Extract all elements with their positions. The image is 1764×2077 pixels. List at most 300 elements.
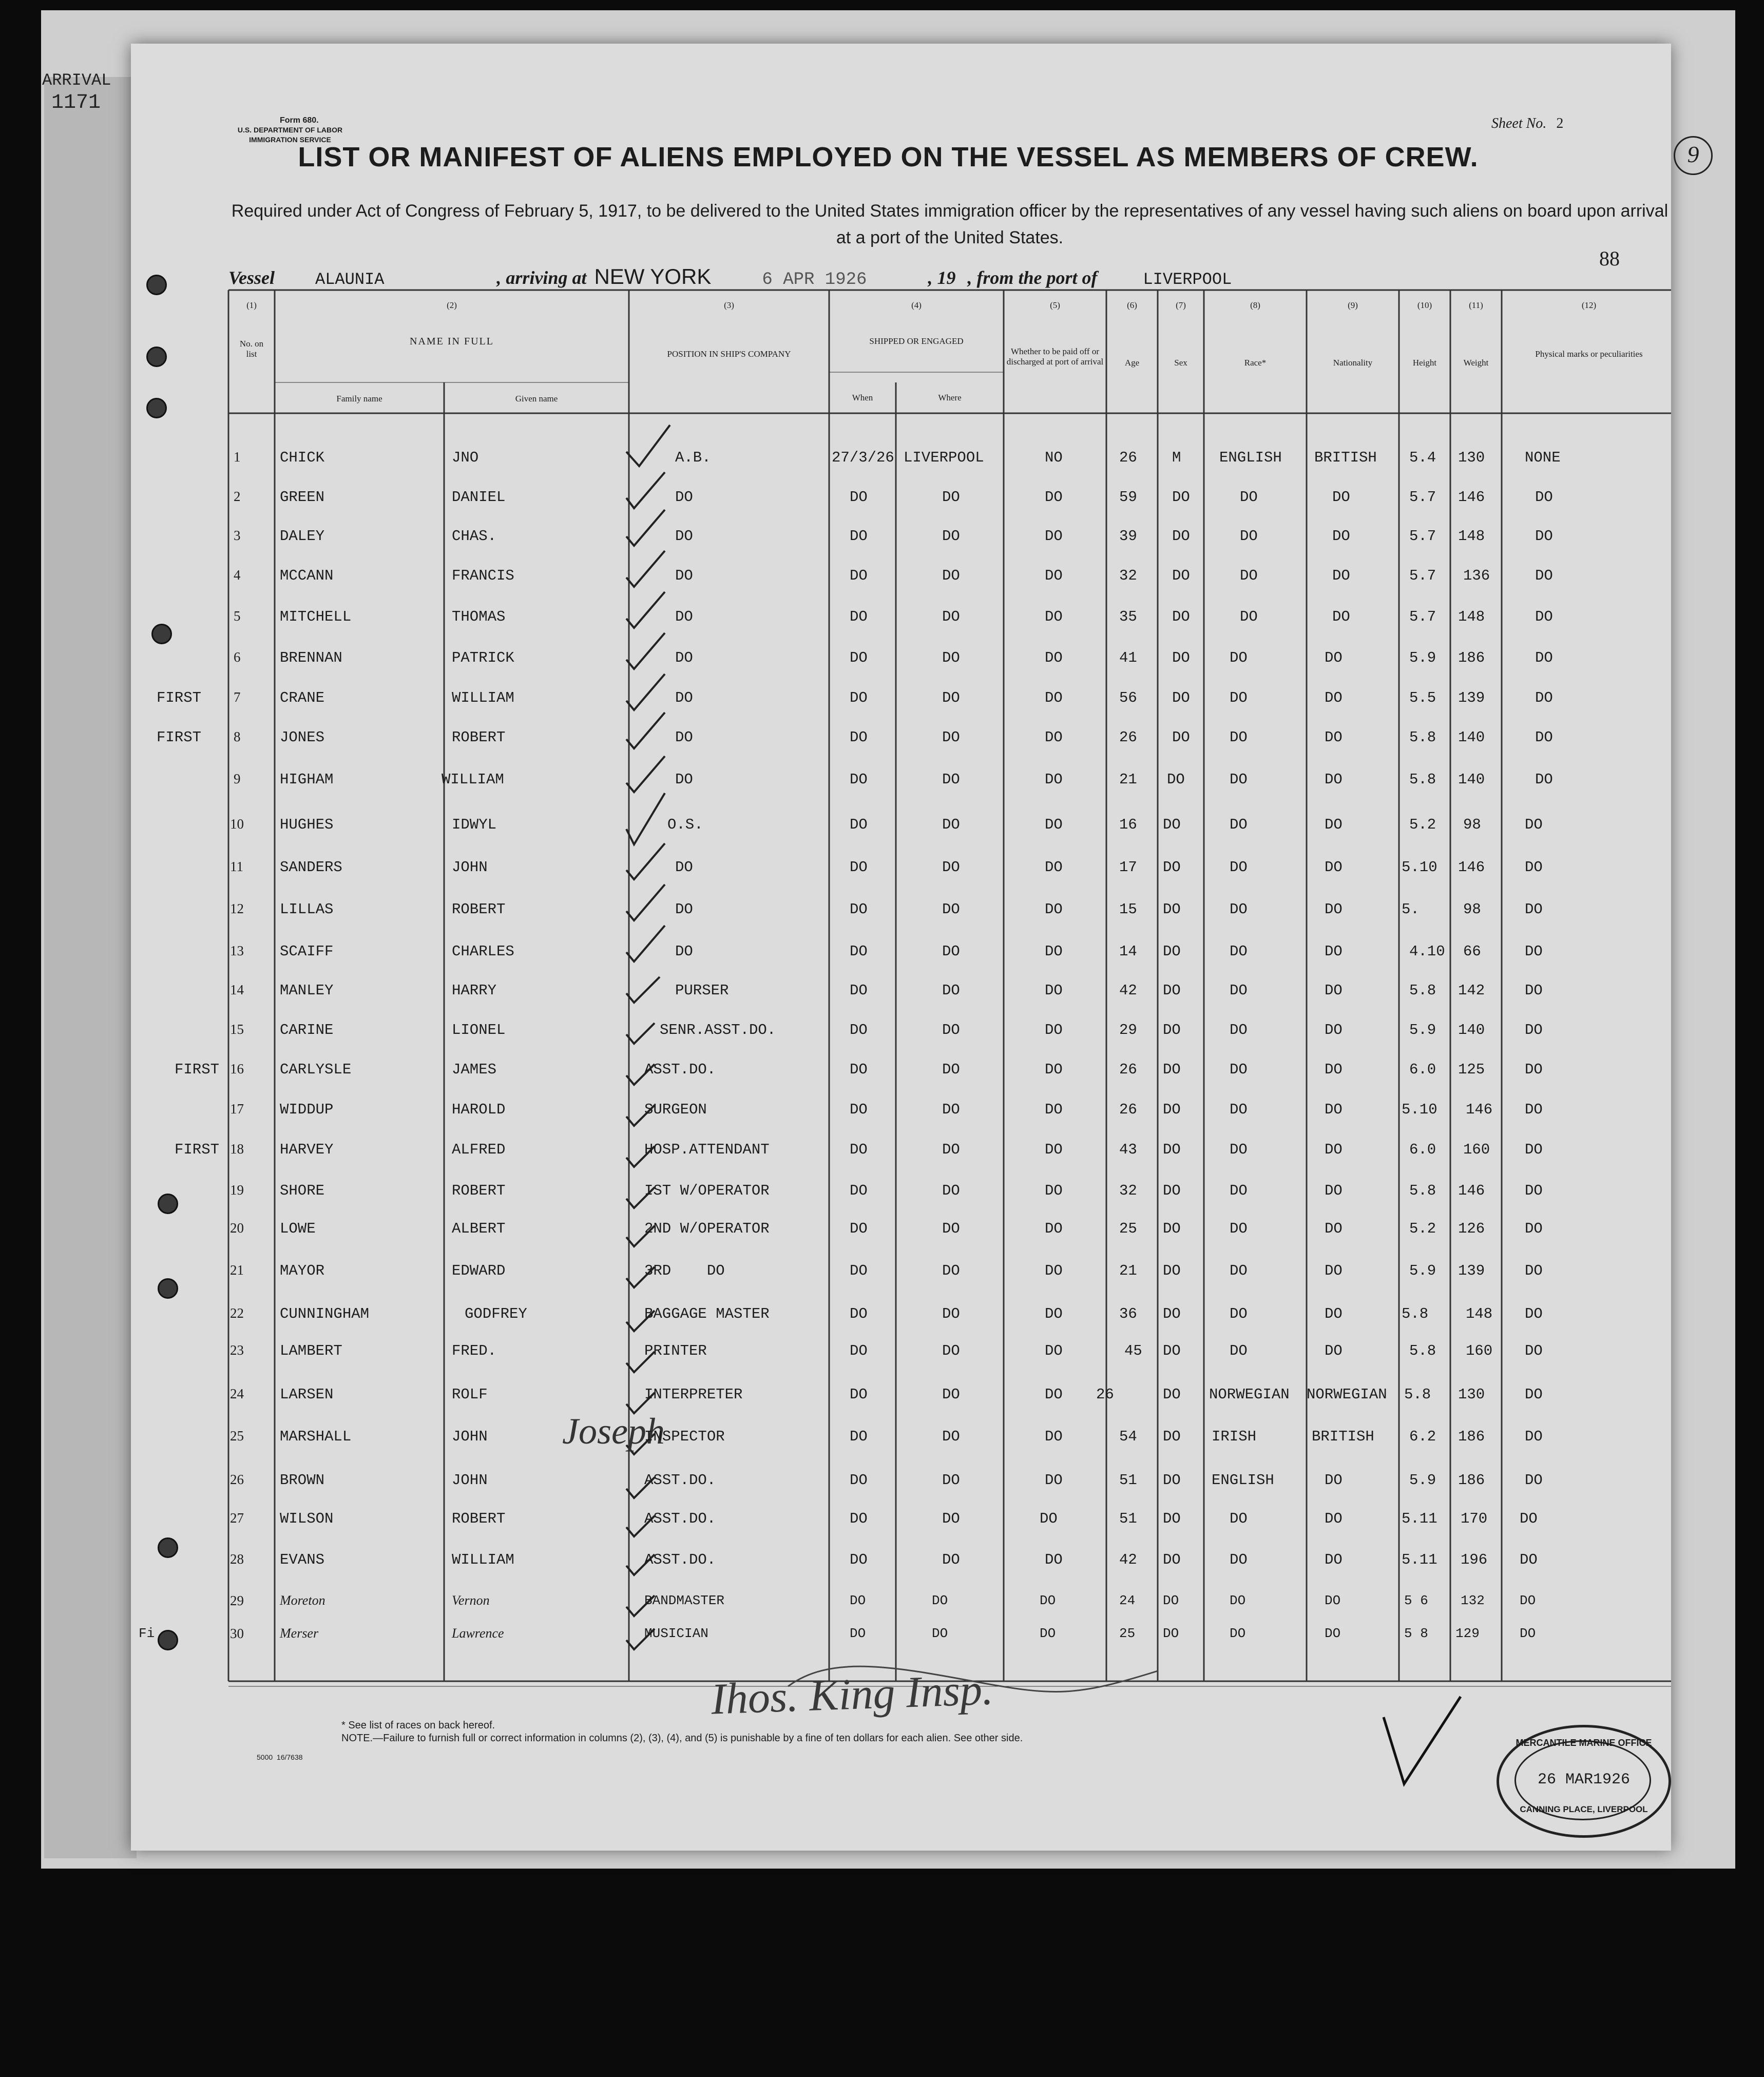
- weight: 140: [1458, 729, 1485, 746]
- race: DO: [1230, 1101, 1248, 1118]
- position: 2ND W/OPERATOR: [644, 1220, 770, 1237]
- marks: DO: [1525, 1342, 1543, 1359]
- nationality: DO: [1325, 1262, 1343, 1279]
- position: DO: [675, 729, 693, 746]
- weight: 146: [1458, 1182, 1485, 1199]
- family-name: EVANS: [280, 1551, 325, 1568]
- family-name: SHORE: [280, 1182, 325, 1199]
- shipped-where: DO: [942, 528, 960, 545]
- age: 26: [1119, 449, 1137, 466]
- height: 5.10: [1402, 1101, 1437, 1118]
- age: 42: [1119, 1551, 1137, 1568]
- race: IRISH: [1212, 1428, 1257, 1445]
- hdr-weight: Weight: [1463, 358, 1489, 368]
- table-row: [131, 449, 1671, 480]
- table-row: [131, 649, 1671, 680]
- sex: DO: [1167, 771, 1185, 788]
- nationality: BRITISH: [1312, 1428, 1374, 1445]
- weight: 148: [1458, 608, 1485, 625]
- table-row: [131, 943, 1671, 974]
- family-name: MARSHALL: [280, 1428, 352, 1445]
- height: 5.: [1402, 901, 1420, 918]
- height: 5 8: [1404, 1626, 1428, 1641]
- weight: 186: [1458, 649, 1485, 666]
- marks: DO: [1535, 608, 1553, 625]
- nationality: DO: [1325, 1551, 1343, 1568]
- hdr-sex: Sex: [1174, 358, 1187, 368]
- race: DO: [1240, 608, 1258, 625]
- hdr-num-9: (9): [1348, 300, 1358, 310]
- given-name: ROBERT: [452, 729, 506, 746]
- shipped-when: DO: [850, 1022, 868, 1038]
- nationality: DO: [1325, 1182, 1343, 1199]
- hdr-num-11: (11): [1469, 300, 1483, 310]
- given-name: FRANCIS: [452, 567, 514, 584]
- sex: DO: [1163, 982, 1181, 999]
- age: 16: [1119, 816, 1137, 833]
- paid-off: DO: [1045, 729, 1063, 746]
- hdr-height: Height: [1412, 358, 1437, 368]
- position: SURGEON: [644, 1101, 707, 1118]
- sex: DO: [1163, 859, 1181, 876]
- table-row: [131, 489, 1671, 520]
- height: 5.2: [1409, 1220, 1436, 1237]
- row-number: 13: [230, 943, 244, 958]
- row-number: 5: [234, 608, 241, 624]
- race: DO: [1230, 1593, 1246, 1608]
- row-number: 9: [234, 771, 241, 786]
- position: ASST.DO.: [644, 1551, 716, 1568]
- nationality: DO: [1325, 1022, 1343, 1038]
- weight: 170: [1461, 1510, 1488, 1527]
- race: DO: [1230, 1182, 1248, 1199]
- given-name: PATRICK: [452, 649, 514, 666]
- row-number: 30: [230, 1626, 244, 1641]
- nationality: DO: [1325, 1342, 1343, 1359]
- race: DO: [1230, 982, 1248, 999]
- row-number: 23: [230, 1342, 244, 1358]
- paid-off: DO: [1045, 1551, 1063, 1568]
- table-row: [131, 1472, 1671, 1503]
- row-number: 28: [230, 1551, 244, 1567]
- paid-off: NO: [1045, 449, 1063, 466]
- sheet-value: 2: [1556, 116, 1564, 131]
- shipped-where: DO: [942, 1141, 960, 1158]
- marks: DO: [1525, 1101, 1543, 1118]
- position: MUSICIAN: [644, 1626, 708, 1641]
- age: 36: [1119, 1305, 1137, 1322]
- given-name: WILLIAM: [442, 771, 504, 788]
- age: 32: [1119, 567, 1137, 584]
- shipped-where: DO: [942, 1428, 960, 1445]
- row-number: 3: [234, 528, 241, 543]
- weight: 148: [1458, 528, 1485, 545]
- given-name: ALFRED: [452, 1141, 506, 1158]
- given-name: JOHN: [452, 1428, 488, 1445]
- age: 51: [1119, 1510, 1137, 1527]
- hdr-race: Race*: [1244, 358, 1267, 368]
- age: 51: [1119, 1472, 1137, 1489]
- sex: DO: [1163, 1141, 1181, 1158]
- height: 5.8: [1404, 1386, 1431, 1403]
- sex: DO: [1163, 1626, 1179, 1641]
- row-number: 21: [230, 1262, 244, 1278]
- print-code: 5000 16/7638: [257, 1753, 303, 1761]
- department: U.S. DEPARTMENT OF LABOR: [237, 126, 343, 134]
- hdr-num-3: (3): [724, 300, 734, 310]
- given-name: HAROLD: [452, 1101, 506, 1118]
- shipped-where: DO: [942, 608, 960, 625]
- family-name: MAYOR: [280, 1262, 325, 1279]
- shipped-when: DO: [850, 816, 868, 833]
- shipped-when: DO: [850, 608, 868, 625]
- height: 5.9: [1409, 649, 1436, 666]
- mercantile-marine-office-stamp: [1497, 1725, 1671, 1838]
- height: 5.7: [1409, 489, 1436, 506]
- shipped-where: LIVERPOOL: [904, 449, 984, 466]
- nationality: DO: [1325, 1061, 1343, 1078]
- paid-off: DO: [1045, 982, 1063, 999]
- races-footnote: * See list of races on back hereof.: [341, 1720, 495, 1731]
- row-number: 24: [230, 1386, 244, 1401]
- table-row: [131, 528, 1671, 559]
- marks: DO: [1525, 1022, 1543, 1038]
- weight: 129: [1455, 1626, 1480, 1641]
- manifest-sheet: [131, 44, 1699, 1851]
- shipped-where: DO: [942, 1262, 960, 1279]
- marks: DO: [1520, 1510, 1538, 1527]
- shipped-when: DO: [850, 729, 868, 746]
- nationality: DO: [1325, 771, 1343, 788]
- family-name: CRANE: [280, 689, 325, 706]
- shipped-where: DO: [942, 1342, 960, 1359]
- shipped-where: DO: [942, 649, 960, 666]
- sex: DO: [1163, 1510, 1181, 1527]
- given-name: ROBERT: [452, 1182, 506, 1199]
- paid-off: DO: [1045, 567, 1063, 584]
- table-row: [131, 982, 1671, 1013]
- shipped-when: DO: [850, 1101, 868, 1118]
- race: DO: [1230, 1022, 1248, 1038]
- family-name: SCAIFF: [280, 943, 334, 960]
- position: BANDMASTER: [644, 1593, 725, 1608]
- from-port-label: , from the port of: [967, 267, 1098, 288]
- hdr-family-name: Family name: [336, 394, 382, 403]
- sex: DO: [1163, 1182, 1181, 1199]
- age: 42: [1119, 982, 1137, 999]
- form-number: Form 680.: [280, 116, 319, 125]
- row-number: 29: [230, 1593, 244, 1608]
- position: ASST.DO.: [644, 1472, 716, 1489]
- given-name: JOHN: [452, 859, 488, 876]
- marks: DO: [1525, 1472, 1543, 1489]
- row-number: 1: [234, 449, 241, 465]
- paid-off: DO: [1045, 1305, 1063, 1322]
- position: 3RD DO: [644, 1262, 725, 1279]
- race: DO: [1230, 771, 1248, 788]
- paid-off: DO: [1040, 1626, 1056, 1641]
- position: DO: [675, 567, 693, 584]
- shipped-where: DO: [942, 1101, 960, 1118]
- family-name: HARVEY: [280, 1141, 334, 1158]
- paid-off: DO: [1045, 1386, 1063, 1403]
- row-number: 14: [230, 982, 244, 997]
- given-name: ROBERT: [452, 1510, 506, 1527]
- marks: DO: [1535, 649, 1553, 666]
- shipped-when: DO: [850, 1593, 866, 1608]
- marks: DO: [1525, 859, 1543, 876]
- nationality: DO: [1325, 1472, 1343, 1489]
- position: A.B.: [675, 449, 711, 466]
- shipped-where: DO: [942, 1220, 960, 1237]
- family-name: BRENNAN: [280, 649, 342, 666]
- weight: 136: [1463, 567, 1490, 584]
- race: DO: [1230, 1342, 1248, 1359]
- given-name: DANIEL: [452, 489, 506, 506]
- table-row: [131, 1593, 1671, 1624]
- weight: 160: [1466, 1342, 1493, 1359]
- height: 5.7: [1409, 608, 1436, 625]
- nationality: DO: [1325, 901, 1343, 918]
- nationality: NORWEGIAN: [1307, 1386, 1387, 1403]
- weight: 130: [1458, 449, 1485, 466]
- given-name: ROBERT: [452, 901, 506, 918]
- sex: DO: [1163, 1551, 1181, 1568]
- hdr-num-2: (2): [447, 300, 457, 310]
- marks: DO: [1525, 1428, 1543, 1445]
- shipped-when: DO: [850, 649, 868, 666]
- position: DO: [675, 943, 693, 960]
- shipped-where: DO: [942, 982, 960, 999]
- table-row: [131, 1342, 1671, 1373]
- sex: DO: [1172, 649, 1190, 666]
- sex: DO: [1172, 567, 1190, 584]
- race: DO: [1240, 528, 1258, 545]
- age: 32: [1119, 1182, 1137, 1199]
- nationality: DO: [1325, 982, 1343, 999]
- sex: M: [1172, 449, 1181, 466]
- family-name: LAMBERT: [280, 1342, 342, 1359]
- paid-off: DO: [1045, 1220, 1063, 1237]
- marks: DO: [1535, 489, 1553, 506]
- row-number: 11: [230, 859, 243, 874]
- shipped-when: DO: [850, 1386, 868, 1403]
- given-name-correction: Joseph: [562, 1411, 665, 1452]
- marks: DO: [1535, 689, 1553, 706]
- paid-off: DO: [1045, 943, 1063, 960]
- weight: 160: [1463, 1141, 1490, 1158]
- paid-off: DO: [1045, 771, 1063, 788]
- hdr-when: When: [852, 393, 873, 402]
- weight: 66: [1463, 943, 1481, 960]
- shipped-where: DO: [942, 943, 960, 960]
- hdr-num-7: (7): [1176, 300, 1186, 310]
- table-row: [131, 1386, 1671, 1417]
- shipped-where: DO: [942, 1305, 960, 1322]
- marks: DO: [1525, 1220, 1543, 1237]
- height: 5.9: [1409, 1262, 1436, 1279]
- margin-note: FIRST: [157, 689, 202, 706]
- row-number: 12: [230, 901, 244, 916]
- given-name: EDWARD: [452, 1262, 506, 1279]
- family-name: CARLYSLE: [280, 1061, 352, 1078]
- family-name: Merser: [280, 1626, 319, 1641]
- sex: DO: [1172, 489, 1190, 506]
- family-name: CUNNINGHAM: [280, 1305, 370, 1322]
- paid-off: DO: [1045, 689, 1063, 706]
- sex: DO: [1172, 528, 1190, 545]
- race: DO: [1230, 1305, 1248, 1322]
- given-name: GODFREY: [465, 1305, 527, 1322]
- table-row: [131, 1022, 1671, 1052]
- row-number: 17: [230, 1101, 244, 1117]
- hdr-shipped: SHIPPED OR ENGAGED: [869, 336, 964, 346]
- shipped-where: DO: [942, 1386, 960, 1403]
- row-number: 8: [234, 729, 241, 744]
- hdr-paid-off: Whether to be paid off or discharged at port of arrival: [1006, 347, 1104, 367]
- position: DO: [675, 608, 693, 625]
- table-row: [131, 1262, 1671, 1293]
- age: 56: [1119, 689, 1137, 706]
- hdr-age: Age: [1124, 358, 1140, 368]
- height: 5.11: [1402, 1551, 1437, 1568]
- given-name: Vernon: [452, 1593, 490, 1608]
- sex: DO: [1163, 901, 1181, 918]
- row-number: 10: [230, 816, 244, 832]
- height: 6.0: [1409, 1061, 1436, 1078]
- position: DO: [675, 649, 693, 666]
- shipped-when: DO: [850, 982, 868, 999]
- weight: 139: [1458, 689, 1485, 706]
- given-name: LIONEL: [452, 1022, 506, 1038]
- service: IMMIGRATION SERVICE: [249, 136, 331, 144]
- paid-off: DO: [1045, 1428, 1063, 1445]
- age: 15: [1119, 901, 1137, 918]
- family-name: JONES: [280, 729, 325, 746]
- nationality: DO: [1332, 608, 1350, 625]
- position: HOSP.ATTENDANT: [644, 1141, 770, 1158]
- age: 25: [1119, 1220, 1137, 1237]
- age: 54: [1119, 1428, 1137, 1445]
- position: DO: [675, 489, 693, 506]
- weight: 140: [1458, 1022, 1485, 1038]
- age: 25: [1119, 1626, 1136, 1641]
- age: 26: [1119, 1101, 1137, 1118]
- race: DO: [1230, 729, 1248, 746]
- race: DO: [1230, 1262, 1248, 1279]
- paid-off: DO: [1045, 816, 1063, 833]
- marks: DO: [1525, 1305, 1543, 1322]
- given-name: HARRY: [452, 982, 497, 999]
- family-name: WILSON: [280, 1510, 334, 1527]
- height: 5.5: [1409, 689, 1436, 706]
- hdr-num-4: (4): [911, 300, 922, 310]
- marks: DO: [1520, 1551, 1538, 1568]
- height: 5.8: [1409, 1182, 1436, 1199]
- family-name: LOWE: [280, 1220, 316, 1237]
- position: DO: [675, 528, 693, 545]
- sheet-label: Sheet No.: [1491, 116, 1547, 131]
- sex: DO: [1172, 689, 1190, 706]
- shipped-when: DO: [850, 528, 868, 545]
- shipped-where: DO: [942, 1472, 960, 1489]
- table-row: [131, 608, 1671, 639]
- paid-off: DO: [1045, 1262, 1063, 1279]
- nationality: DO: [1325, 649, 1343, 666]
- table-row: [131, 771, 1671, 802]
- family-name: LILLAS: [280, 901, 334, 918]
- row-number: 6: [234, 649, 241, 665]
- penalty-note: NOTE.—Failure to furnish full or correct information in columns (2), (3), (4), and (5) is punishable by a fine of ten dollars for each alien. See other side.: [341, 1733, 1023, 1744]
- vessel-name: ALAUNIA: [315, 270, 385, 289]
- sex: DO: [1163, 1386, 1181, 1403]
- arriving-label: , arriving at: [496, 267, 587, 288]
- hdr-name-in-full: NAME IN FULL: [410, 336, 494, 347]
- race: DO: [1230, 816, 1248, 833]
- given-name: JAMES: [452, 1061, 497, 1078]
- shipped-when: DO: [850, 1626, 866, 1641]
- shipped-where: DO: [942, 901, 960, 918]
- row-number: 7: [234, 689, 241, 705]
- table-row: [131, 1305, 1671, 1336]
- pencil-mark: [1384, 1697, 1461, 1784]
- age: 24: [1119, 1593, 1136, 1608]
- paid-off: DO: [1045, 901, 1063, 918]
- marks: DO: [1535, 729, 1553, 746]
- weight: 130: [1458, 1386, 1485, 1403]
- family-name: CARINE: [280, 1022, 334, 1038]
- height: 5.8: [1409, 1342, 1436, 1359]
- height: 5.8: [1409, 771, 1436, 788]
- height: 6.0: [1409, 1141, 1436, 1158]
- position: PRINTER: [644, 1342, 707, 1359]
- race: DO: [1230, 1551, 1248, 1568]
- height: 5.8: [1402, 1305, 1429, 1322]
- family-name: WIDDUP: [280, 1101, 334, 1118]
- shipped-where: DO: [942, 567, 960, 584]
- shipped-when: 27/3/26: [832, 449, 894, 466]
- paid-off: DO: [1040, 1593, 1056, 1608]
- nationality: DO: [1325, 816, 1343, 833]
- position: DO: [675, 771, 693, 788]
- position: DO: [675, 689, 693, 706]
- sex: DO: [1163, 1472, 1181, 1489]
- weight: 186: [1458, 1428, 1485, 1445]
- corner-mark-text: 9: [1687, 141, 1699, 167]
- paid-off: DO: [1045, 1182, 1063, 1199]
- shipped-when: DO: [850, 901, 868, 918]
- shipped-when: DO: [850, 1182, 868, 1199]
- row-number: 2: [234, 489, 241, 504]
- weight: 146: [1458, 489, 1485, 506]
- shipped-when: DO: [850, 771, 868, 788]
- row-number: 15: [230, 1022, 244, 1037]
- shipped-when: DO: [850, 567, 868, 584]
- vessel-label: Vessel: [228, 267, 275, 288]
- nationality: DO: [1325, 1305, 1343, 1322]
- family-name: HUGHES: [280, 816, 334, 833]
- nationality: DO: [1325, 943, 1343, 960]
- marks: DO: [1525, 1386, 1543, 1403]
- race: DO: [1230, 649, 1248, 666]
- hdr-num-6: (6): [1127, 300, 1137, 310]
- given-name: JNO: [452, 449, 479, 466]
- row-number: 19: [230, 1182, 244, 1198]
- family-name: LARSEN: [280, 1386, 334, 1403]
- shipped-where: DO: [942, 1061, 960, 1078]
- shipped-when: DO: [850, 1510, 868, 1527]
- nationality: DO: [1325, 1510, 1343, 1527]
